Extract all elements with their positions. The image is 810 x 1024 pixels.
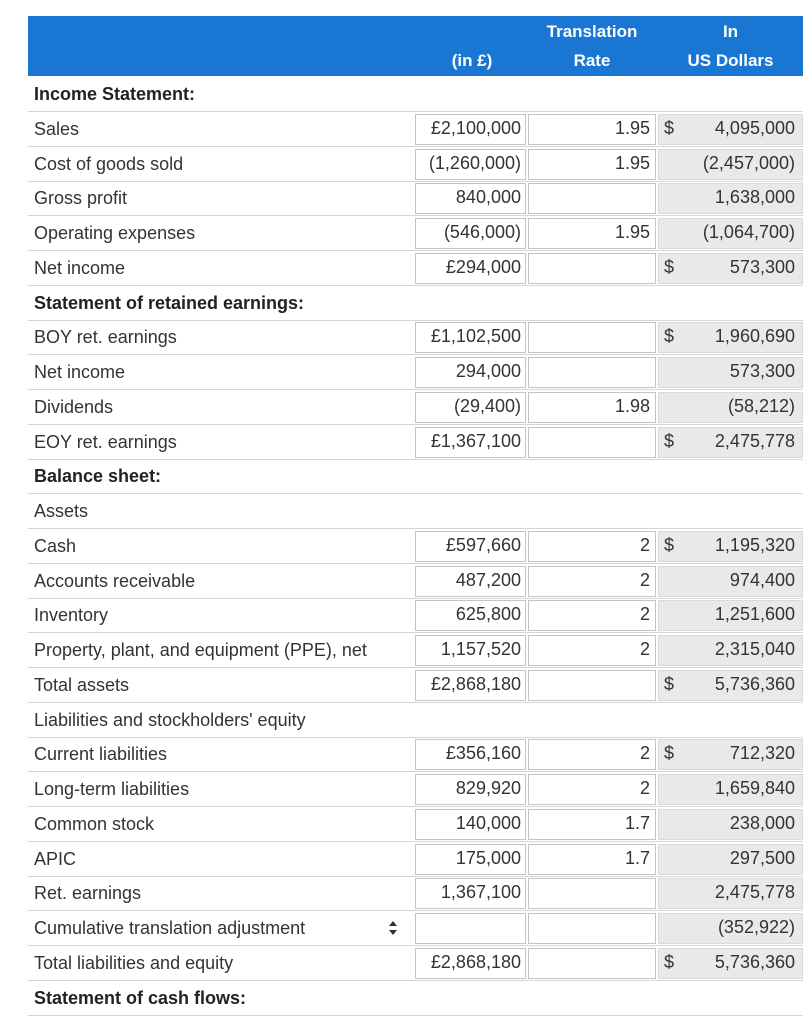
table-header	[28, 16, 803, 76]
table-row-dividends	[28, 391, 803, 425]
row-label: Net income	[34, 362, 126, 382]
local-amount-value: (1,260,000)	[428, 152, 521, 173]
table-row-apic	[28, 843, 803, 877]
row-label: Assets	[34, 501, 89, 521]
table-row-sales	[28, 113, 803, 147]
local-amount-value: £597,660	[445, 534, 521, 555]
row-label: Total assets	[34, 674, 130, 695]
local-amount-value: £294,000	[445, 256, 521, 277]
dollar-sign: $	[664, 256, 675, 277]
translation-rate-input[interactable]	[528, 183, 656, 214]
usd-amount-value: 712,320	[729, 743, 795, 764]
dollar-sign: $	[664, 430, 675, 451]
translation-rate-value: 2	[639, 743, 650, 764]
table-row-inventory	[28, 599, 803, 633]
row-label: Ret. earnings	[34, 883, 142, 904]
translation-rate-value: 1.95	[614, 222, 650, 242]
translation-rate-input[interactable]	[528, 948, 656, 979]
table-row-balance-sheet	[28, 460, 803, 494]
header-translation-rate-line1: Translation	[546, 22, 638, 41]
usd-amount-value: 974,400	[729, 569, 795, 590]
local-amount-value: £2,100,000	[430, 117, 521, 138]
local-amount-value: 175,000	[455, 847, 521, 868]
row-label: APIC	[34, 848, 77, 869]
row-label: Gross profit	[34, 188, 128, 209]
local-amount-value: £356,160	[445, 743, 521, 764]
local-amount-input[interactable]	[415, 913, 526, 944]
row-label: Cumulative translation adjustment	[34, 918, 306, 938]
row-label: Property, plant, and equipment (PPE), net	[34, 640, 367, 660]
translation-rate-input[interactable]	[528, 913, 656, 944]
local-amount-value: 294,000	[455, 361, 521, 381]
table-row-net-income	[28, 356, 803, 390]
usd-amount-value: 2,475,778	[714, 882, 795, 903]
local-amount-value: 140,000	[455, 812, 521, 833]
row-label: BOY ret. earnings	[34, 327, 177, 348]
row-label: Dividends	[34, 396, 114, 417]
usd-amount-value: (1,064,700)	[702, 222, 795, 242]
translation-rate-input[interactable]	[528, 531, 656, 562]
translation-rate-input[interactable]	[528, 253, 656, 284]
row-label: Balance sheet:	[34, 466, 162, 487]
table-row-operating-expenses	[28, 217, 803, 251]
usd-amount-value: 573,300	[729, 361, 795, 381]
table-row-liabilities-and-stockholders-equity	[28, 704, 803, 738]
table-row-ret-earnings	[28, 877, 803, 911]
header-local-currency: (in £)	[451, 51, 493, 70]
row-label: Liabilities and stockholders' equity	[34, 709, 306, 730]
table-row-long-term-liabilities	[28, 773, 803, 807]
translation-rate-input[interactable]	[528, 427, 656, 458]
header-usd-line1: In	[722, 22, 739, 41]
local-amount-value: £2,868,180	[430, 951, 521, 972]
translation-rate-input[interactable]	[528, 357, 656, 388]
row-label: Operating expenses	[34, 223, 196, 243]
translation-rate-value: 1.7	[624, 812, 650, 833]
table-row-total-assets	[28, 669, 803, 703]
translation-rate-value: 1.95	[614, 117, 650, 138]
translation-rate-value: 2	[639, 569, 650, 590]
row-label: Long-term liabilities	[34, 779, 190, 799]
table-row-net-income	[28, 252, 803, 286]
translation-rate-input[interactable]	[528, 774, 656, 805]
row-label: Accounts receivable	[34, 570, 196, 591]
row-label: Net income	[34, 257, 126, 278]
header-translation-rate-line2: Rate	[573, 51, 611, 70]
translation-rate-input[interactable]	[528, 878, 656, 909]
usd-amount-value: (352,922)	[717, 917, 795, 937]
table-row-property-plant-and-equipment-ppe-net	[28, 634, 803, 668]
dollar-sign: $	[664, 951, 675, 972]
local-amount-value: (546,000)	[443, 222, 521, 242]
local-amount-value: £1,102,500	[430, 326, 521, 347]
translation-rate-input[interactable]	[528, 635, 656, 666]
usd-amount-value: 1,195,320	[714, 534, 795, 555]
table-row-eoy-ret-earnings	[28, 426, 803, 460]
usd-amount-value: 297,500	[729, 847, 795, 868]
local-amount-value: £2,868,180	[430, 673, 521, 694]
dollar-sign: $	[664, 326, 675, 347]
row-label: Total liabilities and equity	[34, 952, 234, 973]
table-row-current-liabilities	[28, 738, 803, 772]
local-amount-value: 840,000	[455, 187, 521, 208]
usd-amount-value: 2,315,040	[714, 639, 795, 659]
row-label: Statement of cash flows:	[34, 987, 247, 1008]
translation-rate-input[interactable]	[528, 739, 656, 770]
local-amount-value: 1,367,100	[440, 882, 521, 903]
usd-amount-value: (2,457,000)	[702, 152, 795, 173]
dollar-sign: $	[664, 534, 675, 555]
translation-rate-value: 1.7	[624, 847, 650, 868]
usd-amount-value: 1,659,840	[714, 778, 795, 798]
translation-rate-input[interactable]	[528, 566, 656, 597]
row-label: Income Statement:	[34, 84, 196, 104]
table-row-assets	[28, 495, 803, 529]
table-row-cost-of-goods-sold	[28, 148, 803, 182]
usd-amount-value: 1,960,690	[714, 326, 795, 347]
table-row-statement-of-cash-flows	[28, 982, 803, 1016]
translation-rate-input[interactable]	[528, 670, 656, 701]
translation-rate-value: 2	[639, 604, 650, 625]
row-label: Statement of retained earnings:	[34, 292, 305, 313]
usd-amount-value: 4,095,000	[714, 117, 795, 138]
usd-amount-value: 5,736,360	[714, 951, 795, 972]
row-label: Common stock	[34, 813, 155, 834]
table-row-gross-profit	[28, 182, 803, 216]
usd-amount-value: 1,251,600	[714, 604, 795, 625]
translation-rate-value: 1.98	[614, 395, 650, 416]
dollar-sign: $	[664, 117, 675, 138]
usd-amount-value: (58,212)	[727, 395, 795, 416]
header-usd-line2: US Dollars	[687, 51, 774, 70]
dollar-sign: $	[664, 743, 675, 764]
usd-amount-value: 2,475,778	[714, 430, 795, 451]
row-label: EOY ret. earnings	[34, 431, 177, 452]
row-label: Current liabilities	[34, 744, 168, 765]
table-row-statement-of-retained-earnings	[28, 287, 803, 321]
table-row-accounts-receivable	[28, 565, 803, 599]
usd-amount-value: 573,300	[729, 256, 795, 277]
local-amount-value: £1,367,100	[430, 430, 521, 451]
table-row-income-statement	[28, 78, 803, 112]
translation-rate-value: 2	[639, 534, 650, 555]
row-label: Cash	[34, 535, 77, 556]
sort-stepper-icon[interactable]	[388, 920, 398, 936]
local-amount-value: 1,157,520	[440, 639, 521, 659]
row-label: Inventory	[34, 605, 109, 626]
translation-rate-input[interactable]	[528, 322, 656, 353]
local-amount-value: 487,200	[455, 569, 521, 590]
translation-rate-input[interactable]	[528, 600, 656, 631]
usd-amount-value: 5,736,360	[714, 673, 795, 694]
local-amount-value: (29,400)	[453, 395, 521, 416]
row-label: Sales	[34, 118, 80, 139]
usd-amount-value: 1,638,000	[714, 187, 795, 208]
usd-amount-value: 238,000	[729, 812, 795, 833]
table-row-cumulative-translation-adjustment	[28, 912, 803, 946]
table-row-boy-ret-earnings	[28, 321, 803, 355]
table-row-cash	[28, 530, 803, 564]
translation-rate-value: 2	[639, 778, 650, 798]
translation-rate-value: 1.95	[614, 152, 650, 173]
row-label: Cost of goods sold	[34, 153, 184, 174]
dollar-sign: $	[664, 673, 675, 694]
translation-rate-value: 2	[639, 639, 650, 659]
table-row-total-liabilities-and-equity	[28, 947, 803, 981]
local-amount-value: 625,800	[455, 604, 521, 625]
table-row-common-stock	[28, 808, 803, 842]
local-amount-value: 829,920	[455, 778, 521, 798]
